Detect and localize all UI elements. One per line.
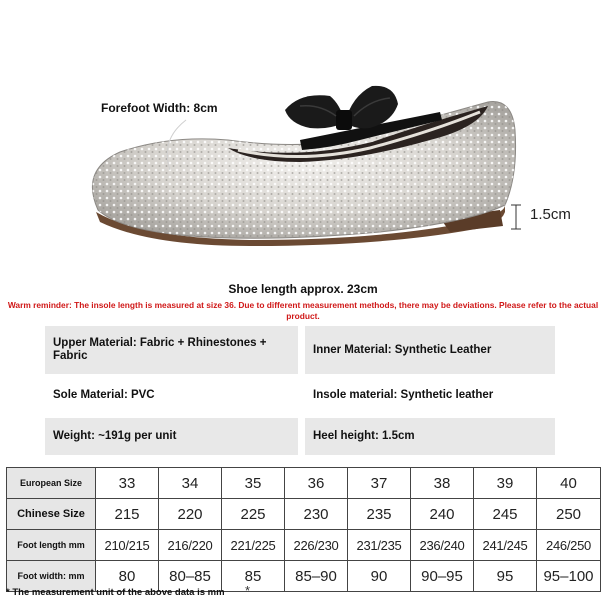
spec-weight: Weight: ~191g per unit (45, 418, 298, 455)
table-cell: 95 (474, 561, 537, 592)
measurement-footnote: * The measurement unit of the above data is mm (6, 587, 225, 598)
table-cell: 240 (411, 499, 474, 530)
row-header: Chinese Size (7, 499, 96, 530)
size-table (6, 467, 601, 592)
table-cell: 85 (222, 561, 285, 592)
table-cell: 221/225 (222, 530, 285, 561)
table-row-chinese-size (7, 499, 601, 530)
table-cell: 245 (474, 499, 537, 530)
heel-height-mark-label: 1.5cm (530, 206, 571, 223)
table-cell: 95–100 (537, 561, 601, 592)
table-cell: 250 (537, 499, 601, 530)
table-row-foot-length (7, 530, 601, 561)
table-cell: 220 (159, 499, 222, 530)
table-cell: 90–95 (411, 561, 474, 592)
asterisk-mark: * (245, 583, 251, 598)
spec-upper-material: Upper Material: Fabric + Rhinestones + Fabric (45, 326, 298, 374)
table-cell: 39 (474, 468, 537, 499)
table-cell: 210/215 (96, 530, 159, 561)
warm-reminder-text: Warm reminder: The insole length is measured at size 36. Due to different measurement methods, there may be deviations. Please refer to the actual product. (7, 300, 599, 321)
table-cell: 80–85 (159, 561, 222, 592)
table-cell: 225 (222, 499, 285, 530)
shoe-product-image (0, 0, 606, 270)
table-cell: 36 (285, 468, 348, 499)
spec-inner-material: Inner Material: Synthetic Leather (305, 326, 555, 374)
spec-sole-material: Sole Material: PVC (45, 380, 298, 410)
row-header: European Size (7, 468, 96, 499)
table-cell: 241/245 (474, 530, 537, 561)
table-cell: 246/250 (537, 530, 601, 561)
row-header: Foot length mm (7, 530, 96, 561)
table-cell: 38 (411, 468, 474, 499)
table-cell: 226/230 (285, 530, 348, 561)
table-cell: 215 (96, 499, 159, 530)
table-cell: 231/235 (348, 530, 411, 561)
table-cell: 235 (348, 499, 411, 530)
table-cell: 230 (285, 499, 348, 530)
table-cell: 90 (348, 561, 411, 592)
table-cell: 34 (159, 468, 222, 499)
table-cell: 35 (222, 468, 285, 499)
table-cell: 85–90 (285, 561, 348, 592)
spec-insole-material: Insole material: Synthetic leather (305, 380, 555, 410)
table-cell: 33 (96, 468, 159, 499)
table-cell: 236/240 (411, 530, 474, 561)
table-cell: 80 (96, 561, 159, 592)
forefoot-width-label: Forefoot Width: 8cm (101, 101, 218, 115)
table-cell: 216/220 (159, 530, 222, 561)
spec-heel-height: Heel height: 1.5cm (305, 418, 555, 455)
row-header: Foot width: mm (7, 561, 96, 592)
shoe-length-label: Shoe length approx. 23cm (228, 282, 378, 296)
table-cell: 40 (537, 468, 601, 499)
table-row-european-size (7, 468, 601, 499)
table-cell: 37 (348, 468, 411, 499)
